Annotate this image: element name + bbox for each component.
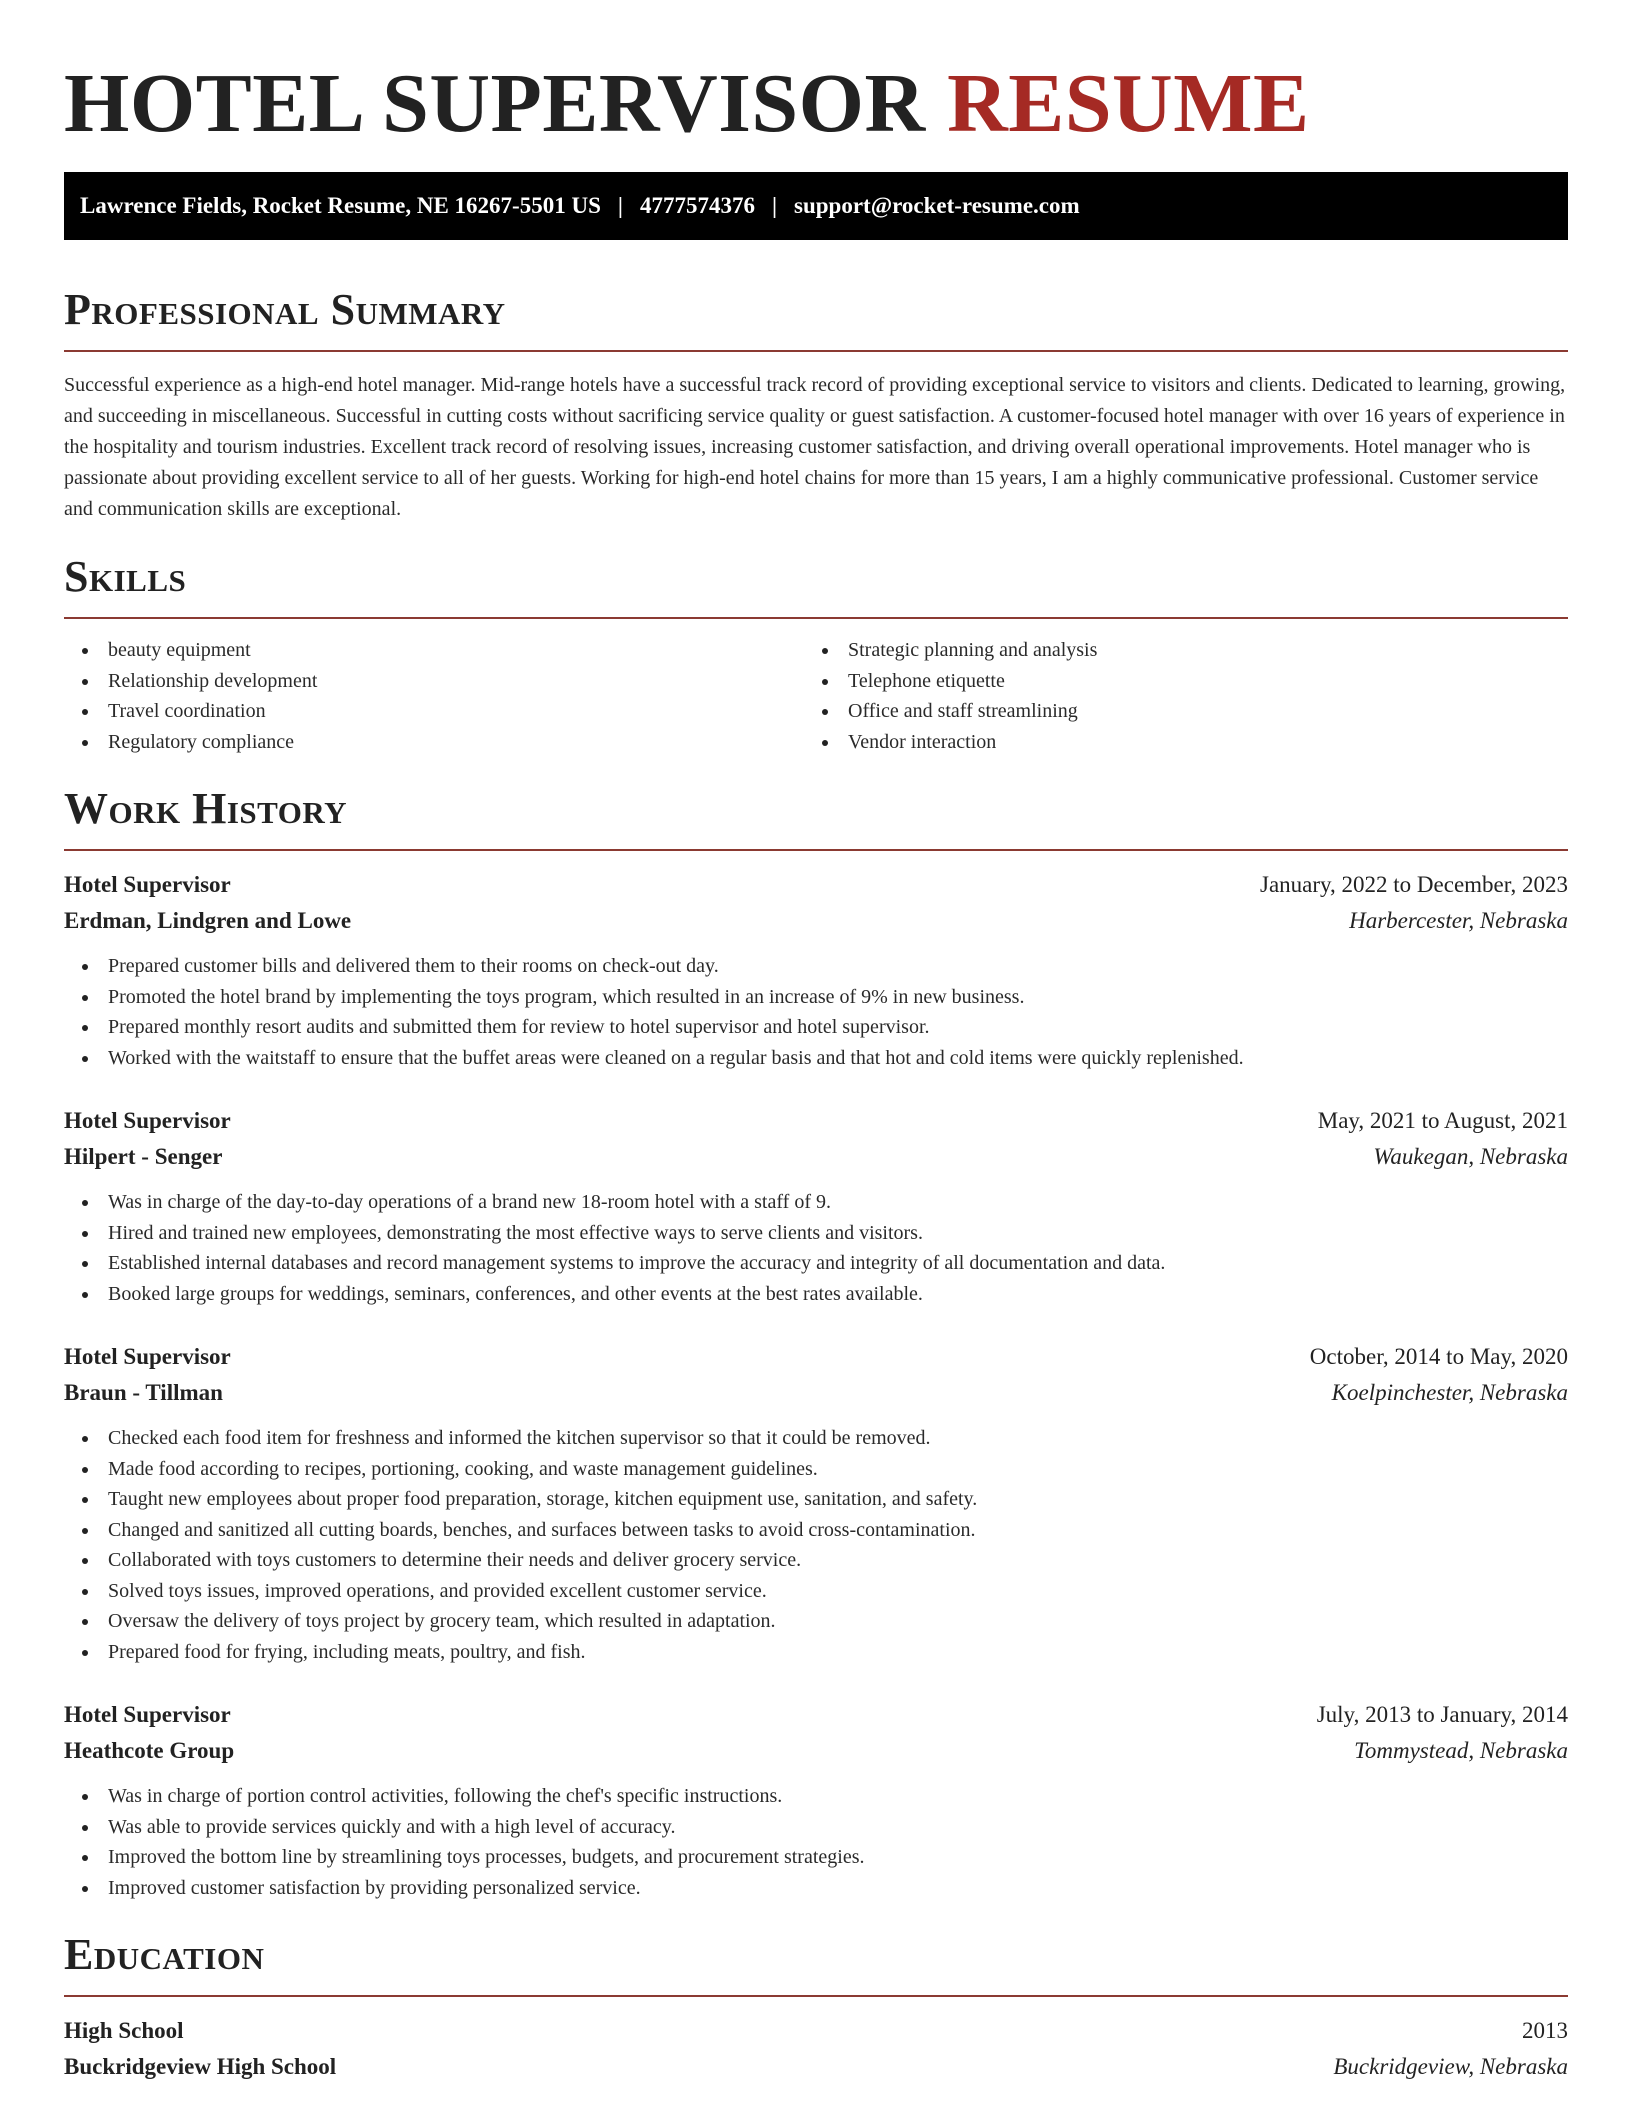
job-dates: October, 2014 to May, 2020 bbox=[1309, 1344, 1568, 1369]
job-location: Waukegan, Nebraska bbox=[1373, 1144, 1568, 1169]
job-bullets bbox=[64, 1423, 1568, 1667]
job-entry bbox=[64, 1339, 1568, 1667]
job-company: Heathcote Group bbox=[64, 1738, 235, 1763]
job-bullet: Changed and sanitized all cutting boards, benches, and surfaces between tasks to avoid cross-contamination. bbox=[64, 1515, 1568, 1546]
contact-phone: 4777574376 bbox=[639, 193, 755, 218]
job-header-row bbox=[64, 867, 1568, 903]
education-year: 2013 bbox=[1522, 2018, 1568, 2043]
skill-item: Strategic planning and analysis bbox=[804, 635, 1544, 666]
job-location: Harbercester, Nebraska bbox=[1349, 908, 1568, 933]
summary-section bbox=[64, 284, 1568, 525]
job-company-row bbox=[64, 1375, 1568, 1411]
section-divider bbox=[64, 1995, 1568, 1997]
skills-grid bbox=[64, 635, 1568, 757]
job-bullet: Prepared monthly resort audits and submitted them for review to hotel supervisor and hotel supervisor. bbox=[64, 1012, 1568, 1043]
job-bullet: Established internal databases and record management systems to improve the accuracy and integrity of all documentation and data. bbox=[64, 1248, 1568, 1279]
skill-item: Travel coordination bbox=[64, 696, 804, 727]
skill-item: beauty equipment bbox=[64, 635, 804, 666]
job-company: Braun - Tillman bbox=[64, 1380, 223, 1405]
job-bullets bbox=[64, 1781, 1568, 1903]
job-company-row bbox=[64, 1733, 1568, 1769]
job-bullet: Hired and trained new employees, demonstrating the most effective ways to serve clients and visitors. bbox=[64, 1218, 1568, 1249]
job-entry bbox=[64, 1697, 1568, 1903]
education-section bbox=[64, 1929, 1568, 2085]
skills-section bbox=[64, 551, 1568, 757]
job-bullets bbox=[64, 1187, 1568, 1309]
summary-text: Successful experience as a high-end hotel manager. Mid-range hotels have a successful track record of providing exceptional service to visitors and clients. Dedicated to learning, growing, and succeeding in miscellaneous. Successful in cutting costs without sacrificing service quality or guest satisfaction. A customer-focused hotel manager with over 16 years of experience in the hospitality and tourism industries. Excellent track record of resolving issues, increasing customer satisfaction, and driving overall operational improvements. Hotel manager who is passionate about providing excellent service to all of her guests. Working for high-end hotel chains for more than 15 years, I am a highly communicative professional. Customer service and communication skills are exceptional. bbox=[64, 374, 1566, 520]
section-divider bbox=[64, 617, 1568, 619]
job-title: Hotel Supervisor bbox=[64, 1108, 231, 1133]
skill-item: Vendor interaction bbox=[804, 727, 1544, 758]
skill-item: Telephone etiquette bbox=[804, 666, 1544, 697]
job-bullet: Prepared customer bills and delivered them to their rooms on check-out day. bbox=[64, 951, 1568, 982]
job-dates: July, 2013 to January, 2014 bbox=[1316, 1702, 1568, 1727]
job-dates: January, 2022 to December, 2023 bbox=[1260, 872, 1568, 897]
job-bullet: Improved the bottom line by streamlining toys processes, budgets, and procurement strategies. bbox=[64, 1842, 1568, 1873]
summary-heading: Professional Summary bbox=[64, 285, 506, 334]
job-bullet: Was in charge of portion control activities, following the chef's specific instructions. bbox=[64, 1781, 1568, 1812]
job-bullets bbox=[64, 951, 1568, 1073]
job-header-row bbox=[64, 1697, 1568, 1733]
job-company-row bbox=[64, 1139, 1568, 1175]
section-divider bbox=[64, 350, 1568, 352]
skills-heading: Skills bbox=[64, 552, 187, 601]
contact-bar bbox=[64, 172, 1568, 240]
skills-column-right bbox=[804, 635, 1544, 757]
job-entry bbox=[64, 867, 1568, 1073]
job-bullet: Made food according to recipes, portioning, cooking, and waste management guidelines. bbox=[64, 1454, 1568, 1485]
skill-item: Regulatory compliance bbox=[64, 727, 804, 758]
education-header-row bbox=[64, 2013, 1568, 2049]
job-company: Hilpert - Senger bbox=[64, 1144, 223, 1169]
education-heading: Education bbox=[64, 1930, 265, 1979]
job-bullet: Booked large groups for weddings, seminars, conferences, and other events at the best rates available. bbox=[64, 1279, 1568, 1310]
skill-item: Relationship development bbox=[64, 666, 804, 697]
job-bullet: Checked each food item for freshness and informed the kitchen supervisor so that it could be removed. bbox=[64, 1423, 1568, 1454]
job-bullet: Collaborated with toys customers to determine their needs and deliver grocery service. bbox=[64, 1545, 1568, 1576]
contact-separator: | bbox=[771, 193, 778, 218]
education-school-row bbox=[64, 2049, 1568, 2085]
job-entry bbox=[64, 1103, 1568, 1309]
contact-separator: | bbox=[617, 193, 623, 218]
job-bullet: Worked with the waitstaff to ensure that the buffet areas were cleaned on a regular basis and that hot and cold items were quickly replenished. bbox=[64, 1043, 1568, 1074]
skills-column-left bbox=[64, 635, 804, 757]
resume-title bbox=[64, 58, 1568, 150]
job-bullet: Was able to provide services quickly and with a high level of accuracy. bbox=[64, 1812, 1568, 1843]
job-bullet: Taught new employees about proper food preparation, storage, kitchen equipment use, sanitation, and safety. bbox=[64, 1484, 1568, 1515]
job-bullet: Oversaw the delivery of toys project by grocery team, which resulted in adaptation. bbox=[64, 1606, 1568, 1637]
job-header-row bbox=[64, 1103, 1568, 1139]
job-location: Tommystead, Nebraska bbox=[1354, 1738, 1568, 1763]
contact-address: Lawrence Fields, Rocket Resume, NE 16267-5501 US bbox=[80, 193, 601, 218]
education-degree: High School bbox=[64, 2018, 184, 2043]
job-company-row bbox=[64, 903, 1568, 939]
contact-email: support@rocket-resume.com bbox=[794, 193, 1080, 218]
job-title: Hotel Supervisor bbox=[64, 1344, 231, 1369]
education-entry bbox=[64, 2013, 1568, 2085]
job-bullet: Promoted the hotel brand by implementing the toys program, which resulted in an increase of 9% in new business. bbox=[64, 982, 1568, 1013]
section-divider bbox=[64, 849, 1568, 851]
job-bullet: Was in charge of the day-to-day operations of a brand new 18-room hotel with a staff of 9. bbox=[64, 1187, 1568, 1218]
title-accent: RESUME bbox=[947, 57, 1310, 150]
job-title: Hotel Supervisor bbox=[64, 872, 231, 897]
job-location: Koelpinchester, Nebraska bbox=[1331, 1380, 1568, 1405]
job-company: Erdman, Lindgren and Lowe bbox=[64, 908, 352, 933]
education-school: Buckridgeview High School bbox=[64, 2054, 337, 2079]
job-dates: May, 2021 to August, 2021 bbox=[1317, 1108, 1568, 1133]
job-bullet: Solved toys issues, improved operations, and provided excellent customer service. bbox=[64, 1576, 1568, 1607]
job-bullet: Prepared food for frying, including meats, poultry, and fish. bbox=[64, 1637, 1568, 1668]
education-location: Buckridgeview, Nebraska bbox=[1333, 2054, 1568, 2079]
job-header-row bbox=[64, 1339, 1568, 1375]
skill-item: Office and staff streamlining bbox=[804, 696, 1544, 727]
work-history-section bbox=[64, 783, 1568, 1903]
title-main: HOTEL SUPERVISOR bbox=[64, 57, 926, 150]
job-bullet: Improved customer satisfaction by providing personalized service. bbox=[64, 1873, 1568, 1904]
work-history-heading: Work History bbox=[64, 784, 348, 833]
job-title: Hotel Supervisor bbox=[64, 1702, 231, 1727]
